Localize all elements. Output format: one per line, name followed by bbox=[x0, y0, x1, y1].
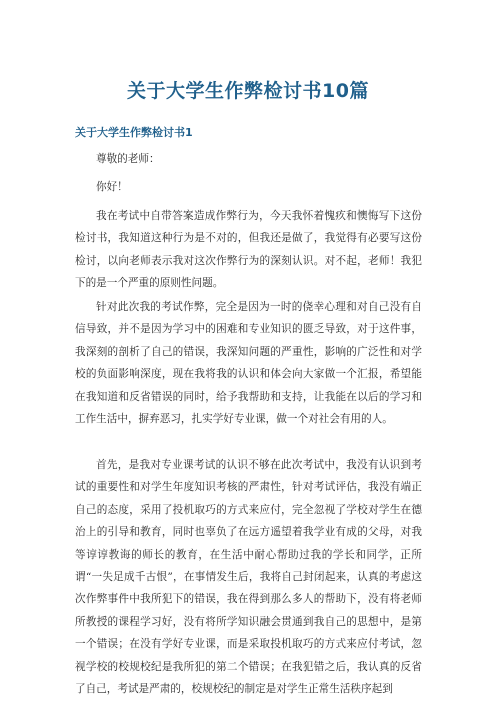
body-paragraph: 针对此次我的考试作弊，完全是因为一时的侥幸心理和对自己没有自信导致，并不是因为学习中的困难和专业知识的匮乏导致，对于这件事，我深刻的剖析了自己的错误，我深知问题的严重性，影响的广泛性和对学校的负面影响深度，现在我将我的认识和体会向大家做一个汇报，希望能在我知道和反省错误的同时，给予我帮助和支持，让我能在以后的学习和工作生活中，摒弃恶习，扎实学好专业课，做一个对社会有用的人。 bbox=[75, 301, 422, 426]
document-title: 关于大学生作弊检讨书10篇 bbox=[127, 80, 369, 102]
body-paragraph: 我在考试中自带答案造成作弊行为，今天我怀着愧疚和懊悔写下这份检讨书，我知道这种行为是不对的，但我还是做了，我觉得有必要写这份检讨，以向老师表示我对这次作弊行为的深刻认识。对不起，老师！我犯下的是一个严重的原则性问题。 bbox=[75, 210, 422, 290]
greeting-line: 尊敬的老师： bbox=[96, 153, 160, 165]
body-paragraph: 首先，是我对专业课考试的认识不够在此次考试中，我没有认识到考试的重要性和对学生年度知识考核的严肃性，针对考试评估，我没有端正自己的态度，采用了投机取巧的方式来应付，完全忽视了学校对学生在德治上的引导和教育，同时也辜负了在远方遥望着我学业有成的父母，对我等谆谆教诲的师长的教育，在生活中耐心帮助过我的学长和同学，正所谓“一失足成千古恨”，在事情发生后，我将自己封闭起来，认真的考虑这次作弊事件中我所犯下的错误，我在得到那么多人的帮助下，没有将老师所教授的课程学习好，没有将所学知识融会贯通到我自己的思想中，是第一个错误；在没有学好专业课，而是采取投机取巧的方式来应付考试，忽视学校的校规校纪是我所犯的第二个错误；在我犯错之后，我认真的反省了自己，考试是严肃的，校规校纪的制定是对学生正常生活秩序起到 bbox=[75, 459, 422, 696]
section-heading: 关于大学生作弊检讨书1 bbox=[75, 126, 193, 139]
hello-line: 你好！ bbox=[96, 181, 128, 193]
